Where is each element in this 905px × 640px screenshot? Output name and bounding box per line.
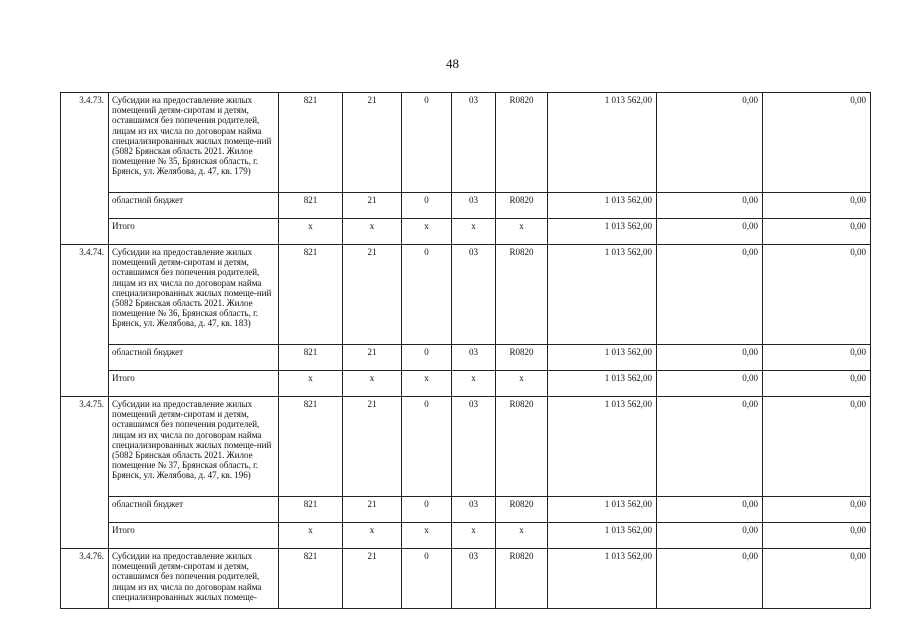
code-cell: 0 [402,93,452,193]
code-cell: 03 [452,549,496,609]
amount-cell: 0,00 [657,345,763,371]
code-cell: x [343,219,402,245]
code-cell: 0 [402,193,452,219]
code-cell: 03 [452,245,496,345]
code-cell: x [452,523,496,549]
amount-cell: 1 013 562,00 [548,523,657,549]
code-cell: 821 [279,497,343,523]
table-row [61,219,871,245]
code-cell: 0 [402,345,452,371]
item-code: 3.4.76. [61,549,109,609]
code-cell: 821 [279,93,343,193]
code-cell: x [496,219,548,245]
code-cell: R0820 [496,245,548,345]
amount-cell: 0,00 [657,245,763,345]
amount-cell: 0,00 [657,193,763,219]
code-cell: 21 [343,245,402,345]
amount-cell: 1 013 562,00 [548,345,657,371]
amount-cell: 1 013 562,00 [548,497,657,523]
code-cell: R0820 [496,497,548,523]
code-cell: 21 [343,345,402,371]
code-cell: 03 [452,497,496,523]
amount-cell: 0,00 [657,549,763,609]
amount-cell: 0,00 [763,245,871,345]
code-cell: R0820 [496,549,548,609]
amount-cell: 0,00 [657,371,763,397]
table-row [61,193,871,219]
code-cell: R0820 [496,93,548,193]
code-cell: x [452,219,496,245]
code-cell: 21 [343,497,402,523]
amount-cell: 0,00 [763,193,871,219]
amount-cell: 1 013 562,00 [548,549,657,609]
item-description: Итого [109,523,279,549]
amount-cell: 0,00 [763,549,871,609]
item-code: 3.4.74. [61,245,109,397]
amount-cell: 0,00 [763,497,871,523]
code-cell: x [452,371,496,397]
page-number: 48 [446,56,459,71]
item-description: Субсидии на предоставление жилых помещений детям-сиротам и детям, оставшимся без попечения родителей, лицам из их числа по договорам найма специализированных жилых помеще- [109,549,279,609]
item-description: Итого [109,371,279,397]
amount-cell: 0,00 [657,497,763,523]
amount-cell: 1 013 562,00 [548,245,657,345]
code-cell: 03 [452,345,496,371]
amount-cell: 0,00 [763,345,871,371]
item-description: областной бюджет [109,345,279,371]
code-cell: x [279,523,343,549]
table-row [61,93,871,193]
code-cell: 03 [452,397,496,497]
code-cell: 21 [343,549,402,609]
item-description: Субсидии на предоставление жилых помещений детям-сиротам и детям, оставшимся без попечения родителей, лицам из их числа по договорам найма специализированных жилых помеще-ний (5082 Брянская область 2021. Жилое помещение № 35, Брянская область, г. Брянск, ул. Желябова, д. 47, кв. 179) [109,93,279,193]
amount-cell: 0,00 [657,93,763,193]
code-cell: 0 [402,549,452,609]
code-cell: 821 [279,345,343,371]
budget-table [60,92,871,609]
code-cell: 21 [343,397,402,497]
code-cell: 03 [452,193,496,219]
code-cell: x [279,371,343,397]
amount-cell: 0,00 [763,523,871,549]
code-cell: 821 [279,397,343,497]
item-description: Итого [109,219,279,245]
item-code: 3.4.73. [61,93,109,245]
item-description: Субсидии на предоставление жилых помещений детям-сиротам и детям, оставшимся без попечения родителей, лицам из их числа по договорам найма специализированных жилых помеще-ний (5082 Брянская область 2021. Жилое помещение № 36, Брянская область, г. Брянск, ул. Желябова, д. 47, кв. 183) [109,245,279,345]
code-cell: x [496,523,548,549]
amount-cell: 0,00 [763,93,871,193]
amount-cell: 0,00 [763,397,871,497]
amount-cell: 0,00 [657,397,763,497]
table-row [61,397,871,497]
item-description: Субсидии на предоставление жилых помещений детям-сиротам и детям, оставшимся без попечения родителей, лицам из их числа по договорам найма специализированных жилых помеще-ний (5082 Брянская область 2021. Жилое помещение № 37, Брянская область, г. Брянск, ул. Желябова, д. 47, кв. 196) [109,397,279,497]
code-cell: x [402,219,452,245]
amount-cell: 1 013 562,00 [548,397,657,497]
code-cell: x [402,523,452,549]
amount-cell: 1 013 562,00 [548,371,657,397]
code-cell: x [279,219,343,245]
code-cell: 821 [279,245,343,345]
amount-cell: 0,00 [763,219,871,245]
code-cell: 821 [279,549,343,609]
code-cell: 0 [402,497,452,523]
amount-cell: 0,00 [763,371,871,397]
code-cell: 0 [402,245,452,345]
item-description: областной бюджет [109,193,279,219]
code-cell: 03 [452,93,496,193]
code-cell: R0820 [496,397,548,497]
code-cell: x [496,371,548,397]
code-cell: 21 [343,193,402,219]
amount-cell: 0,00 [657,219,763,245]
table-row [61,245,871,345]
table-row [61,549,871,609]
code-cell: x [343,371,402,397]
amount-cell: 1 013 562,00 [548,93,657,193]
code-cell: 21 [343,93,402,193]
amount-cell: 0,00 [657,523,763,549]
code-cell: x [402,371,452,397]
item-description: областной бюджет [109,497,279,523]
code-cell: R0820 [496,345,548,371]
table-row [61,497,871,523]
amount-cell: 1 013 562,00 [548,219,657,245]
table-row [61,523,871,549]
table-row [61,345,871,371]
code-cell: R0820 [496,193,548,219]
table-row [61,371,871,397]
code-cell: 821 [279,193,343,219]
item-code: 3.4.75. [61,397,109,549]
code-cell: x [343,523,402,549]
amount-cell: 1 013 562,00 [548,193,657,219]
code-cell: 0 [402,397,452,497]
